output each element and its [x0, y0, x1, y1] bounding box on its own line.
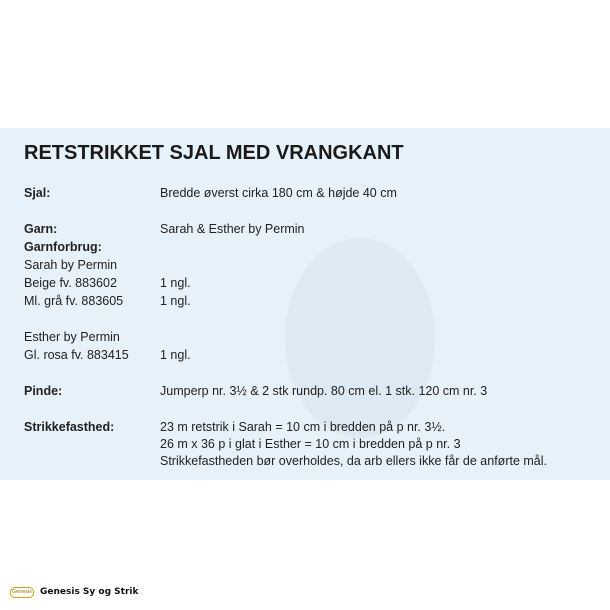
sjal-label: Sjal:: [24, 186, 51, 200]
yarn-item-rosa-qty: 1 ngl.: [160, 348, 191, 362]
yarn-item-rosa: Gl. rosa fv. 883415: [24, 348, 129, 362]
pinde-label: Pinde:: [24, 384, 63, 398]
garn-value: Sarah & Esther by Permin: [160, 222, 305, 236]
strikkefasthed-line-2: 26 m x 36 p i glat i Esther = 10 cm i bredden på p nr. 3: [160, 437, 461, 451]
store-name: Genesis Sy og Strik: [40, 587, 139, 597]
store-footer: [10, 585, 138, 599]
yarn-item-gray: Ml. grå fv. 883605: [24, 294, 124, 308]
yarn-item-gray-qty: 1 ngl.: [160, 294, 191, 308]
pinde-value: Jumperp nr. 3½ & 2 stk rundp. 80 cm el. 1 stk. 120 cm nr. 3: [160, 384, 488, 398]
sjal-value: Bredde øverst cirka 180 cm & højde 40 cm: [160, 186, 397, 200]
garn-label: Garn:: [24, 222, 58, 236]
pattern-info-panel: [0, 128, 610, 480]
garnforbrug-label: Garnforbrug:: [24, 240, 102, 254]
yarn-item-beige: Beige fv. 883602: [24, 276, 117, 290]
yarn-item-beige-qty: 1 ngl.: [160, 276, 191, 290]
yarn-group-sarah: Sarah by Permin: [24, 258, 118, 272]
store-logo: Genesis: [10, 587, 34, 598]
strikkefasthed-line-3: Strikkefastheden bør overholdes, da arb ellers ikke får de anførte mål.: [160, 454, 547, 468]
pattern-title: RETSTRIKKET SJAL MED VRANGKANT: [24, 142, 404, 164]
background-watermark-shape: [285, 238, 435, 438]
strikkefasthed-line-1: 23 m retstrik i Sarah = 10 cm i bredden på p nr. 3½.: [160, 420, 446, 434]
yarn-group-esther: Esther by Permin: [24, 330, 120, 344]
strikkefasthed-label: Strikkefasthed:: [24, 420, 115, 434]
